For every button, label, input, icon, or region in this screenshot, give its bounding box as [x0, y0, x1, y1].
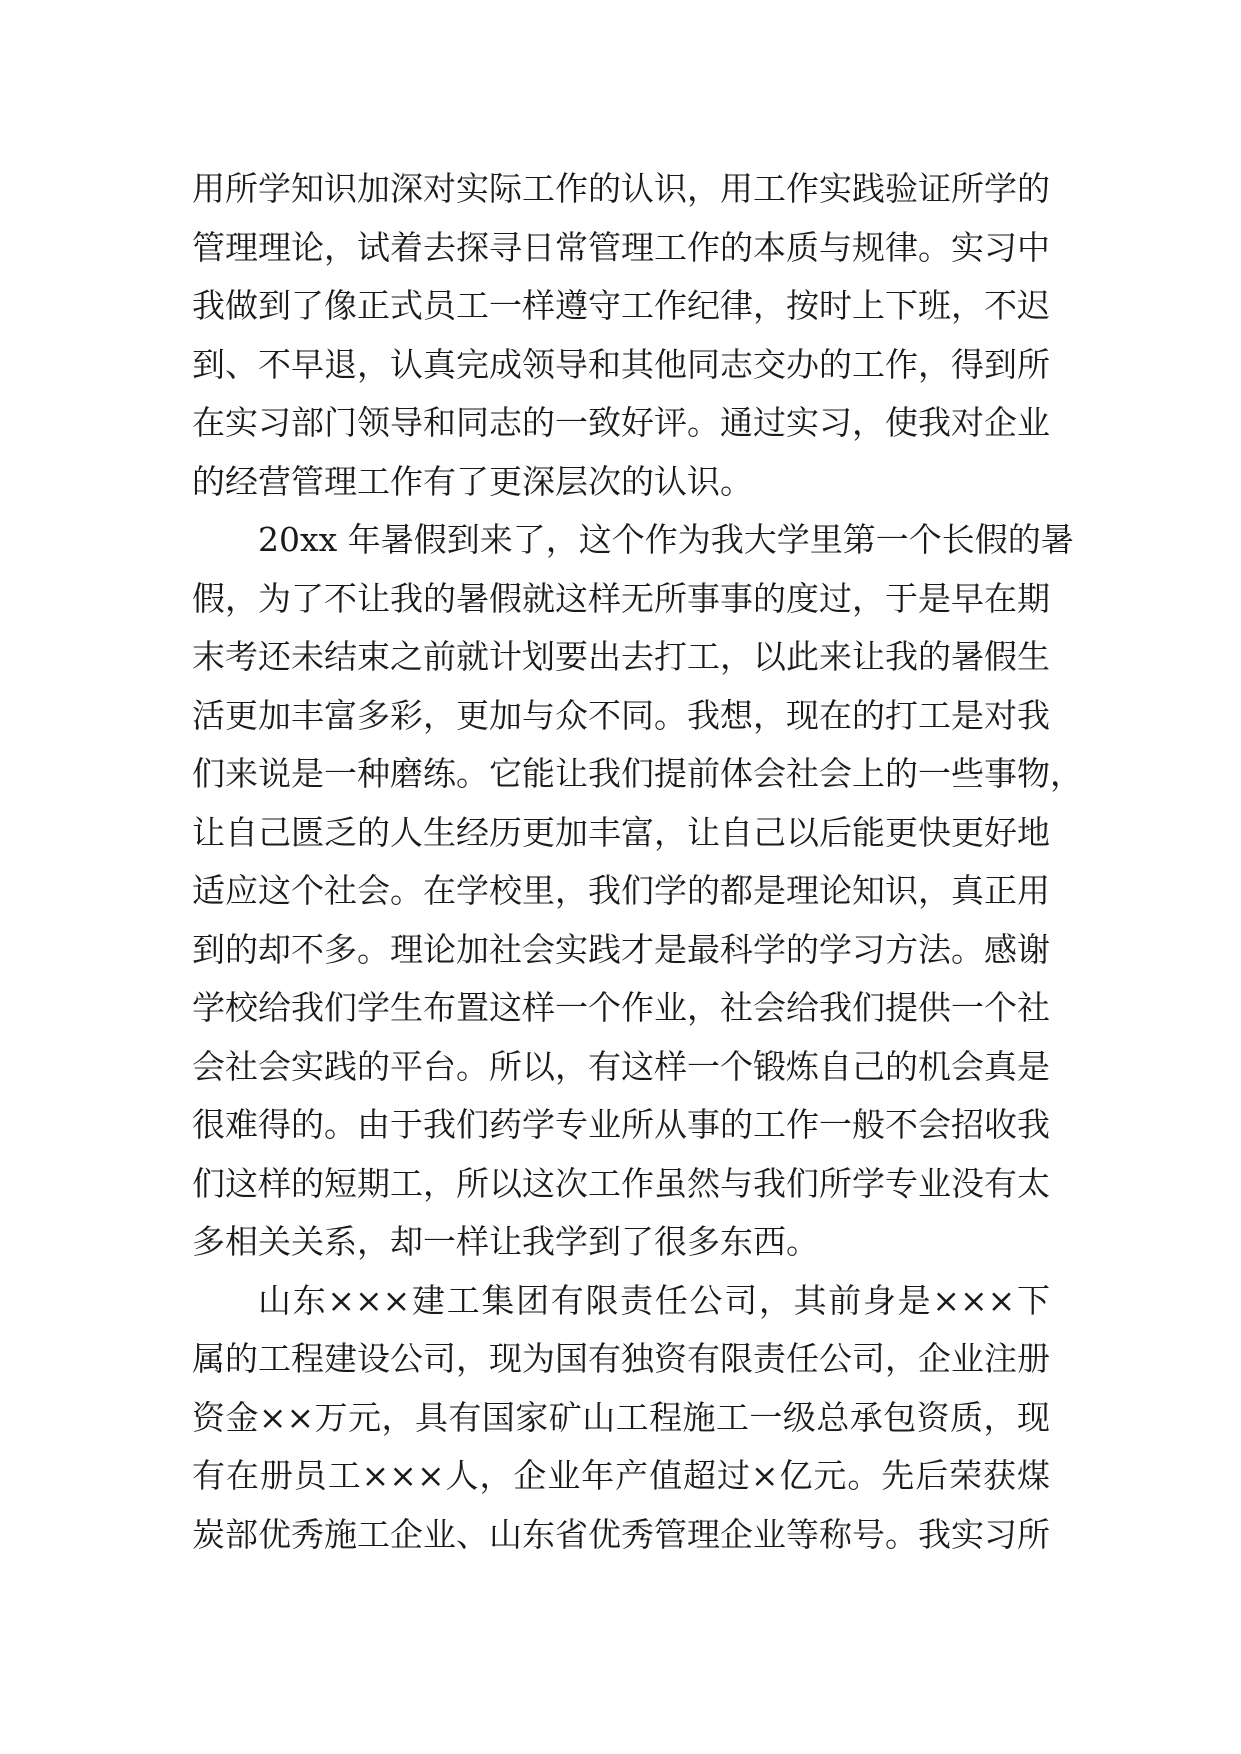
text-line: 管理理论，试着去探寻日常管理工作的本质与规律。实习中	[192, 227, 1050, 267]
text-line: 们来说是一种磨练。它能让我们提前体会社会上的一些事物，	[192, 754, 1083, 793]
body-text	[192, 160, 1083, 1564]
text-line: 在实习部门领导和同志的一致好评。通过实习，使我对企业	[192, 403, 1050, 442]
text-line: 山东×××建工集团有限责任公司，其前身是×××下	[258, 1280, 1050, 1320]
text-line: 有在册员工×××人，企业年产值超过×亿元。先后荣获煤	[192, 1456, 1050, 1495]
text-line: 会社会实践的平台。所以，有这样一个锻炼自己的机会真是	[192, 1046, 1050, 1086]
text-line: 让自己匮乏的人生经历更加丰富，让自己以后能更快更好地	[192, 812, 1050, 852]
text-line: 我做到了像正式员工一样遵守工作纪律，按时上下班，不迟	[192, 286, 1050, 325]
paragraph-2	[192, 511, 1083, 1272]
text-line: 的经营管理工作有了更深层次的认识。	[192, 461, 753, 501]
text-line: 到、不早退，认真完成领导和其他同志交办的工作，得到所	[192, 344, 1050, 384]
text-line: 属的工程建设公司，现为国有独资有限责任公司，企业注册	[192, 1339, 1050, 1378]
text-line: 炭部优秀施工企业、山东省优秀管理企业等称号。我实习所	[192, 1514, 1050, 1554]
text-line: 到的却不多。理论加社会实践才是最科学的学习方法。感谢	[192, 929, 1050, 969]
text-line: 资金××万元，具有国家矿山工程施工一级总承包资质，现	[192, 1397, 1050, 1437]
text-line: 活更加丰富多彩，更加与众不同。我想，现在的打工是对我	[192, 695, 1050, 735]
text-line: 很难得的。由于我们药学专业所从事的工作一般不会招收我	[192, 1105, 1050, 1144]
text-line: 们这样的短期工，所以这次工作虽然与我们所学专业没有太	[192, 1163, 1050, 1203]
text-line: 20xx 年暑假到来了，这个作为我大学里第一个长假的暑	[258, 520, 1074, 559]
text-line: 适应这个社会。在学校里，我们学的都是理论知识，真正用	[192, 871, 1050, 910]
paragraph-1	[192, 160, 1050, 511]
paragraph-3	[192, 1272, 1050, 1565]
text-line: 假，为了不让我的暑假就这样无所事事的度过，于是早在期	[192, 578, 1050, 618]
text-line: 多相关关系，却一样让我学到了很多东西。	[192, 1222, 819, 1261]
text-line: 用所学知识加深对实际工作的认识，用工作实践验证所学的	[192, 169, 1050, 208]
text-line: 末考还未结束之前就计划要出去打工，以此来让我的暑假生	[192, 637, 1050, 676]
text-line: 学校给我们学生布置这样一个作业，社会给我们提供一个社	[192, 988, 1050, 1027]
